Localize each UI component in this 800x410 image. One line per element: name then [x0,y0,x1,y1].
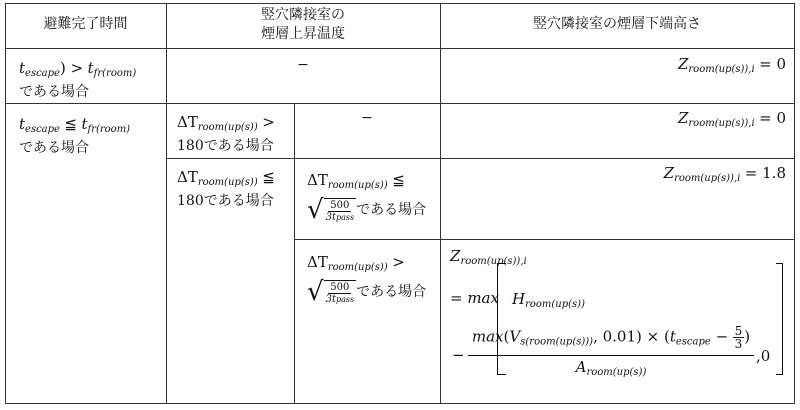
header-col2-line2: 煙層上昇温度 [261,26,345,42]
row1-t-escape-sub: escape [25,68,60,79]
row4-z: Z [450,247,461,265]
sqrt-radical-icon: √ [307,195,324,225]
row2-t-escape: t [19,115,26,133]
row4-fraction: $\max(V_{s(room(up(s)))}$, $0.01) \times (t_{escape}$ − $\frac{5}{3}$ ) $A_{room(up(s))}$ [468,325,754,382]
row4-t-minus: − [710,327,729,346]
row4-tail [756,347,770,366]
row4-v: V [509,327,521,346]
row2-condition [19,115,164,157]
row4-sqrt-numerator: 500 [330,281,350,293]
row2-z: Z [677,109,689,127]
row3-sqrt-expression [307,197,356,223]
row4-a: A [575,357,587,376]
header-evacuation-time-label: 避難完了時間 [43,16,128,32]
row2-result [440,109,786,133]
row4-sqrt-expression [307,279,356,305]
row3-inner-delta-t: ΔT [307,171,328,189]
row4-inner-text: である場合 [356,284,427,300]
row2-temp-operator: > [262,113,275,131]
row1-temperature-dash [166,56,440,74]
row4-five-thirds [733,325,745,350]
row4-t: t [669,327,676,346]
row4-sqrt-denominator: 3t [325,293,336,305]
col2-sub-divider [294,103,295,404]
row2-inner-dash [294,109,440,127]
row3-inner-text: である場合 [356,202,427,218]
header-col2-line1: 竪穴隣接室の [261,7,345,23]
row4-frac-num: 5 [734,324,743,338]
row2-condition-text: である場合 [19,140,89,156]
header-divider [5,48,795,49]
row1-t-escape: t [19,59,26,77]
row4-frac-den: 3 [734,337,743,351]
row4-inner-operator: > [392,253,405,271]
row4-inner-delta-t-sub: room(up(s)) [327,262,388,273]
row4-z-line [450,247,527,271]
row4-h-term [512,290,585,314]
row1-z: Z [677,55,689,73]
row2-z-sub: room(up(s)),i [688,118,755,129]
sqrt-radical-icon: √ [307,277,324,307]
row3-delta-t: ΔT [177,168,198,186]
row2-t-fr-sub: fr(room) [87,124,131,135]
row4-num-max: max [471,327,504,346]
row2-temp-value: 180 [177,138,204,154]
row1-divider [5,103,795,104]
table-border-left [5,3,6,404]
smoke-height-table [5,3,795,404]
row3-sqrt-denominator-sub: pass [335,212,355,222]
row4-tail-zero: ,0 [756,347,771,365]
header-smoke-height [440,15,794,34]
row3-z-sub: room(up(s)),i [674,173,741,184]
right-bracket-icon [776,263,783,375]
row3-temp-operator: ≦ [262,168,275,186]
row4-t-sub: escape [675,336,711,348]
row4-v-sub: s(room(up(s))) [520,336,594,348]
row4-v-const: , 0.01) × ( [593,327,670,346]
row1-result [440,55,786,79]
row4-sqrt-denominator-sub: pass [335,294,355,304]
row3-temp-text: である場合 [203,193,274,209]
row2-delta-t: ΔT [177,113,198,131]
row2-temp-text: である場合 [203,138,274,154]
row2-operator: ≦ [64,115,77,133]
row1-condition-text: である場合 [19,84,89,100]
row1-dash: − [297,57,309,73]
row4-inner-delta-t: ΔT [307,253,328,271]
row4-minus [452,346,465,365]
header-col3-label: 竪穴隣接室の煙層下端高さ [533,16,701,32]
row4-minus-sign: − [452,346,465,364]
row2-t-fr: t [81,115,88,133]
row3-temp-value: 180 [177,193,204,209]
header-evacuation-time [5,15,166,34]
header-smoke-temperature [166,6,440,44]
row4-a-sub: room(up(s)) [586,366,647,378]
row1-operator: ) > [59,59,84,77]
table-border-bottom [5,403,795,404]
row3-sqrt-numerator: 500 [330,199,350,211]
row3-sqrt-denominator: 3t [325,211,336,223]
table-border-top [5,3,795,4]
row2-t-escape-sub: escape [25,124,60,135]
row4-inner-condition [307,253,440,305]
row2-delta-t-sub: room(up(s)) [197,122,258,133]
row3-inner-operator: ≦ [392,171,405,189]
row4-z-sub: room(up(s)),i [460,256,527,267]
row4-formula [440,239,794,403]
table-border-right [794,3,795,404]
row2-z-value: = 0 [759,109,786,127]
row4-h-sub: room(up(s)) [525,299,585,310]
row4-h: H [512,290,526,308]
row3-inner-condition [307,171,440,223]
row4-max-line [450,289,499,308]
row4-equals-max: = max [450,289,499,307]
row2-divider [166,158,795,159]
row3-delta-t-sub: room(up(s)) [197,177,258,188]
row3-temperature-condition [177,168,294,210]
row1-z-value: = 0 [759,55,786,73]
row3-result [440,164,786,188]
row3-z-value: = 1.8 [744,164,786,182]
row1-t-fr-sub: fr(room) [93,68,137,79]
row3-inner-delta-t-sub: room(up(s)) [327,180,388,191]
row1-z-sub: room(up(s)),i [688,64,755,75]
row2-temperature-condition [177,113,294,155]
row1-condition [19,59,164,101]
row3-z: Z [663,164,675,182]
row1-t-fr: t [87,59,94,77]
row2-dash: − [361,110,373,126]
